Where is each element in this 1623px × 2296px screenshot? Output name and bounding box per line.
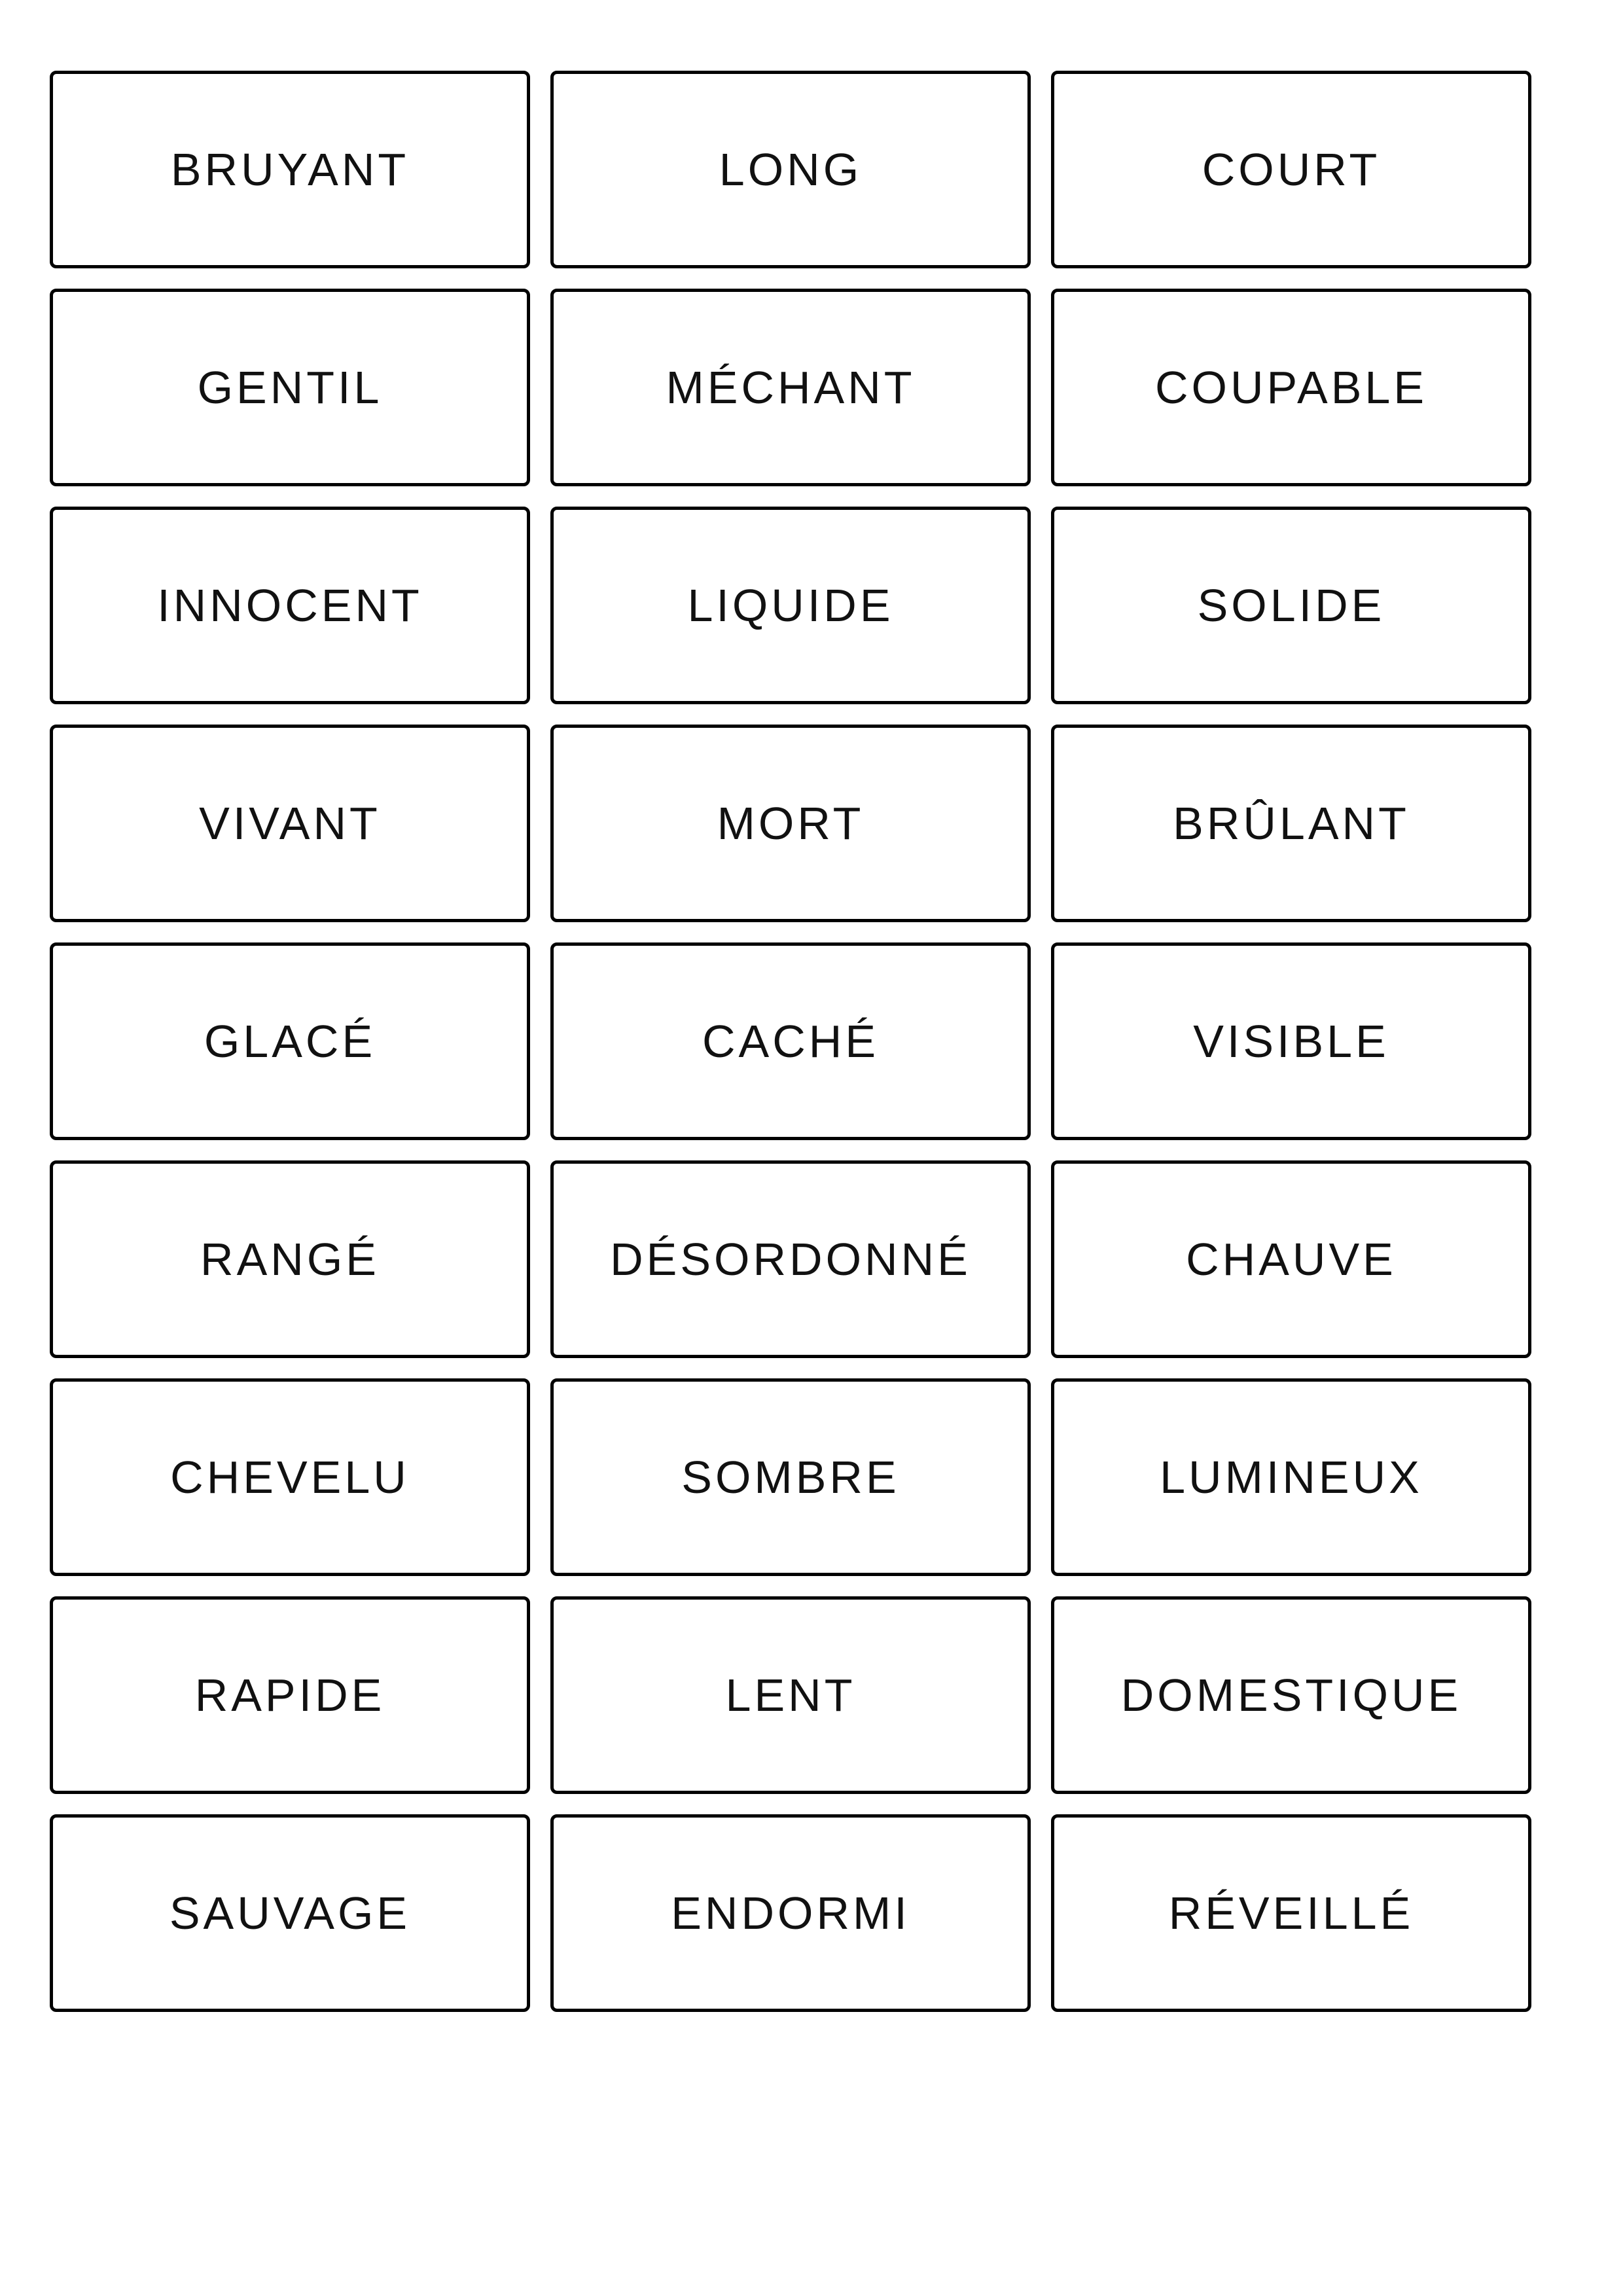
word-card-label: SAUVAGE xyxy=(169,1888,411,1939)
word-card xyxy=(1051,725,1531,922)
word-card xyxy=(1051,1596,1531,1794)
word-card-label: COUPABLE xyxy=(1154,362,1428,413)
word-card-label: LUMINEUX xyxy=(1160,1452,1423,1503)
word-card-label: BRUYANT xyxy=(170,144,410,195)
word-card xyxy=(550,1378,1031,1576)
word-card xyxy=(50,507,530,704)
word-card-label: VISIBLE xyxy=(1193,1016,1389,1067)
word-card-label: MORT xyxy=(717,798,865,849)
word-card-label: DÉSORDONNÉ xyxy=(610,1234,971,1285)
word-card xyxy=(50,1160,530,1358)
word-card xyxy=(50,725,530,922)
word-card xyxy=(1051,289,1531,486)
word-card xyxy=(1051,1378,1531,1576)
word-card-label: LONG xyxy=(719,144,863,195)
word-card xyxy=(1051,1814,1531,2012)
word-card-label: LIQUIDE xyxy=(687,580,894,631)
word-card-sheet xyxy=(50,71,1531,2012)
word-card xyxy=(550,1160,1031,1358)
word-card xyxy=(1051,1160,1531,1358)
word-card xyxy=(550,289,1031,486)
word-card xyxy=(550,1596,1031,1794)
word-card-label: CHEVELU xyxy=(170,1452,410,1503)
word-card-label: MÉCHANT xyxy=(666,362,916,413)
word-card-label: CHAUVE xyxy=(1186,1234,1397,1285)
word-card-label: VIVANT xyxy=(199,798,381,849)
word-card xyxy=(50,71,530,268)
word-card xyxy=(50,1596,530,1794)
word-card xyxy=(50,1378,530,1576)
word-card-label: GLACÉ xyxy=(204,1016,376,1067)
word-card-label: GENTIL xyxy=(197,362,383,413)
word-card-label: RAPIDE xyxy=(194,1670,385,1721)
word-card xyxy=(550,725,1031,922)
word-card-label: BRÛLANT xyxy=(1173,798,1410,849)
word-card-label: LENT xyxy=(725,1670,856,1721)
word-card xyxy=(50,289,530,486)
word-card xyxy=(550,942,1031,1140)
word-card xyxy=(1051,507,1531,704)
word-card xyxy=(1051,71,1531,268)
word-card-label: SOLIDE xyxy=(1197,580,1385,631)
word-card xyxy=(550,71,1031,268)
word-card-label: SOMBRE xyxy=(681,1452,900,1503)
word-card xyxy=(550,507,1031,704)
word-card-label: CACHÉ xyxy=(702,1016,880,1067)
word-card-label: DOMESTIQUE xyxy=(1120,1670,1462,1721)
word-card-label: RANGÉ xyxy=(200,1234,380,1285)
word-card xyxy=(50,1814,530,2012)
word-card xyxy=(550,1814,1031,2012)
word-card-label: ENDORMI xyxy=(671,1888,910,1939)
word-card-label: COURT xyxy=(1202,144,1381,195)
word-card-label: RÉVEILLÉ xyxy=(1168,1888,1414,1939)
word-card xyxy=(1051,942,1531,1140)
word-card-label: INNOCENT xyxy=(157,580,423,631)
word-card xyxy=(50,942,530,1140)
